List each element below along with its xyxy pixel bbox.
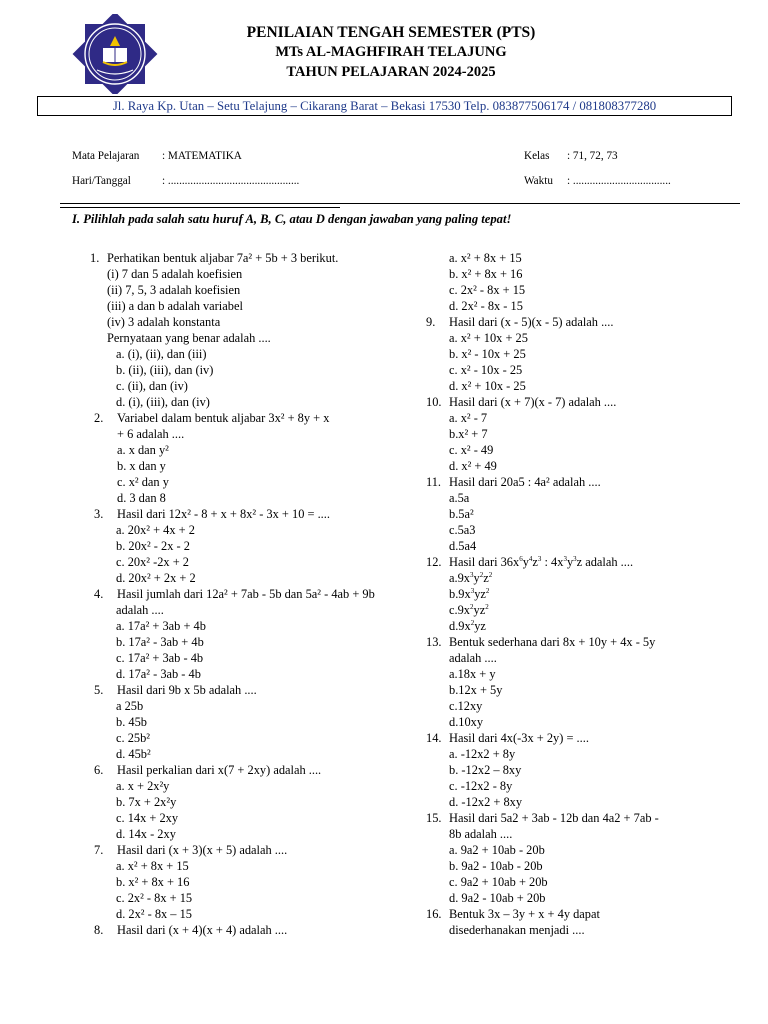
question-stem: Hasil dari (x + 7)(x - 7) adalah .... <box>449 395 617 409</box>
question-stem: Hasil dari (x + 4)(x + 4) adalah .... <box>117 923 288 937</box>
option: b.12x + 5y <box>449 683 503 697</box>
question-stem: disederhanakan menjadi .... <box>449 923 585 937</box>
question-stem: Hasil dari (x - 5)(x - 5) adalah .... <box>449 315 614 329</box>
question-number: 1. <box>90 251 100 265</box>
question-stem: 8b adalah .... <box>449 827 513 841</box>
option: d. -12x2 + 8xy <box>449 795 523 809</box>
option: b. x dan y <box>117 459 166 473</box>
option: b. 9a2 - 10ab - 20b <box>449 859 543 873</box>
option: d. x² + 49 <box>449 459 497 473</box>
statement: (iv) 3 adalah konstanta <box>107 315 221 329</box>
question-stem: Hasil jumlah dari 12a² + 7ab - 5b dan 5a² - 4ab + 9b <box>117 587 375 601</box>
option: a. 17a² + 3ab + 4b <box>116 619 206 633</box>
option: c. x² - 49 <box>449 443 494 457</box>
question-stem: + 6 adalah .... <box>117 427 185 441</box>
option: c. 17a² + 3ab - 4b <box>116 651 204 665</box>
option: b. x² - 10x + 25 <box>449 347 526 361</box>
option: c. 2x² - 8x + 15 <box>116 891 193 905</box>
option: a. x + 2x²y <box>116 779 170 793</box>
option: c. 20x² -2x + 2 <box>116 555 189 569</box>
question-number: 10. <box>426 395 442 409</box>
option: a. 9a2 + 10ab - 20b <box>449 843 545 857</box>
option: d. x² + 10x - 25 <box>449 379 526 393</box>
option: a. x² + 8x + 15 <box>116 859 189 873</box>
option: b. 7x + 2x²y <box>116 795 177 809</box>
class-label: Kelas <box>524 150 550 162</box>
question-number: 12. <box>426 555 442 569</box>
option: a. (i), (ii), dan (iii) <box>116 347 207 361</box>
time-value: : ................................... <box>567 175 671 187</box>
option: a 25b <box>116 699 144 713</box>
option: c. -12x2 - 8y <box>449 779 513 793</box>
question-number: 16. <box>426 907 442 921</box>
option: d. 2x² - 8x - 15 <box>449 299 523 313</box>
option: d. 14x - 2xy <box>116 827 176 841</box>
section-instruction: I. Pilihlah pada salah satu huruf A, B, C, atau D dengan jawaban yang paling tepat! <box>72 212 512 226</box>
exam-title: PENILAIAN TENGAH SEMESTER (PTS) <box>246 24 536 41</box>
option: a.5a <box>449 491 470 505</box>
option: c. 2x² - 8x + 15 <box>449 283 526 297</box>
option: d. 2x² - 8x – 15 <box>116 907 192 921</box>
option: c.5a3 <box>449 523 476 537</box>
question-number: 14. <box>426 731 442 745</box>
option: d. 9a2 - 10ab + 20b <box>449 891 546 905</box>
option: c.12xy <box>449 699 483 713</box>
option: c. (ii), dan (iv) <box>116 379 188 393</box>
header-divider-thin <box>60 207 340 208</box>
question-number: 3. <box>94 507 104 521</box>
option: a. x² + 10x + 25 <box>449 331 528 345</box>
option: a. 20x² + 4x + 2 <box>116 523 195 537</box>
school-name: MTs AL-MAGHFIRAH TELAJUNG <box>275 44 507 60</box>
header-divider <box>60 203 740 204</box>
question-stem: Hasil dari $36x^6y^4z^3$ : $4x^3y^3z$ adalah .... <box>449 555 634 569</box>
option: d.5a4 <box>449 539 477 553</box>
question-stem: Bentuk sederhana dari 8x + 10y + 4x - 5y <box>449 635 656 649</box>
statement: (ii) 7, 5, 3 adalah koefisien <box>107 283 241 297</box>
option: c. x² - 10x - 25 <box>449 363 523 377</box>
option: d. 3 dan 8 <box>117 491 166 505</box>
question-stem: Hasil dari 12x² - 8 + x + 8x² - 3x + 10 = .... <box>117 507 330 521</box>
option: a.18x + y <box>449 667 496 681</box>
option: b. 45b <box>116 715 147 729</box>
question-number: 15. <box>426 811 442 825</box>
subject-value: : MATEMATIKA <box>162 150 242 162</box>
statement: (iii) a dan b adalah variabel <box>107 299 243 313</box>
question-number: 5. <box>94 683 104 697</box>
option: $a.9x^3y^2z^2$ <box>449 571 493 585</box>
question-stem: Hasil dari (x + 3)(x + 5) adalah .... <box>117 843 288 857</box>
time-label: Waktu <box>524 175 553 187</box>
option: d.10xy <box>449 715 484 729</box>
option: $b.9x^3yz^2$ <box>449 587 490 601</box>
option: b. x² + 8x + 16 <box>116 875 190 889</box>
option: b. 20x² - 2x - 2 <box>116 539 190 553</box>
date-label: Hari/Tanggal <box>72 175 131 187</box>
question-stem: Hasil dari 5a2 + 3ab - 12b dan 4a2 + 7ab - <box>449 811 659 825</box>
question-number: 11. <box>426 475 442 489</box>
option: b. -12x2 – 8xy <box>449 763 522 777</box>
option: b.5a² <box>449 507 474 521</box>
option: b. x² + 8x + 16 <box>449 267 523 281</box>
option: d. 20x² + 2x + 2 <box>116 571 196 585</box>
question-stem: adalah .... <box>449 651 497 665</box>
question-stem: Hasil dari 9b x 5b adalah .... <box>117 683 257 697</box>
question-stem: Hasil dari 4x(-3x + 2y) = .... <box>449 731 589 745</box>
question-number: 9. <box>426 315 436 329</box>
question-number: 7. <box>94 843 104 857</box>
school-address: Jl. Raya Kp. Utan – Setu Telajung – Cikarang Barat – Bekasi 17530 Telp. 083877506174 / 081808377280 <box>37 96 732 116</box>
class-value: : 71, 72, 73 <box>567 150 618 162</box>
option: d. 17a² - 3ab - 4b <box>116 667 201 681</box>
question-stem: Bentuk 3x – 3y + x + 4y dapat <box>449 907 600 921</box>
option: b.x² + 7 <box>449 427 488 441</box>
option: c. x² dan y <box>117 475 169 489</box>
academic-year: TAHUN PELAJARAN 2024-2025 <box>286 64 496 80</box>
question-prompt: Pernyataan yang benar adalah .... <box>107 331 271 345</box>
question-stem: Hasil perkalian dari x(7 + 2xy) adalah .... <box>117 763 322 777</box>
option: c. 9a2 + 10ab + 20b <box>449 875 548 889</box>
question-stem: Perhatikan bentuk aljabar 7a² + 5b + 3 berikut. <box>107 251 339 265</box>
question-number: 8. <box>94 923 104 937</box>
option: a. x² - 7 <box>449 411 488 425</box>
option: c. 25b² <box>116 731 150 745</box>
question-stem: Variabel dalam bentuk aljabar 3x² + 8y + x <box>117 411 330 425</box>
date-value: : ............................................... <box>162 175 300 187</box>
statement: (i) 7 dan 5 adalah koefisien <box>107 267 243 281</box>
option: a. x² + 8x + 15 <box>449 251 522 265</box>
question-number: 4. <box>94 587 104 601</box>
question-number: 2. <box>94 411 104 425</box>
question-number: 6. <box>94 763 104 777</box>
question-stem: adalah .... <box>116 603 164 617</box>
option: a. -12x2 + 8y <box>449 747 516 761</box>
option: a. x dan y² <box>117 443 169 457</box>
option: d. 45b² <box>116 747 151 761</box>
option: c. 14x + 2xy <box>116 811 179 825</box>
subject-label: Mata Pelajaran <box>72 150 140 162</box>
option: d. (i), (iii), dan (iv) <box>116 395 210 409</box>
option: b. 17a² - 3ab + 4b <box>116 635 204 649</box>
option: $c.9x^2yz^2$ <box>449 603 489 617</box>
option: b. (ii), (iii), dan (iv) <box>116 363 214 377</box>
option: $d.9x^2yz$ <box>449 619 486 633</box>
question-stem: Hasil dari 20a5 : 4a² adalah .... <box>449 475 601 489</box>
question-number: 13. <box>426 635 442 649</box>
